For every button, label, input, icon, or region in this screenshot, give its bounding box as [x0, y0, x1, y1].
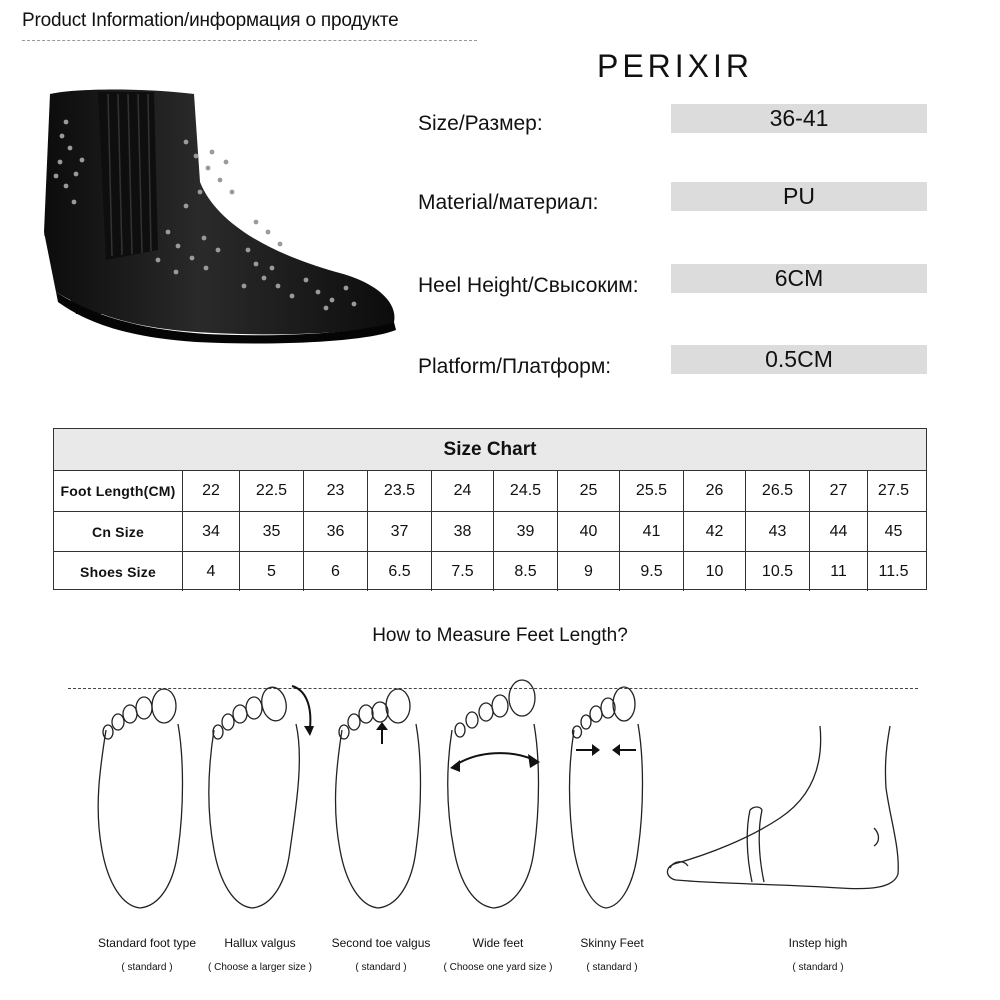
size-chart-cell: 43 [745, 512, 809, 551]
boot-product-image [36, 82, 408, 364]
size-chart-cell: 45 [867, 512, 919, 551]
size-chart-cell: 40 [557, 512, 619, 551]
size-chart-cell: 44 [809, 512, 867, 551]
spec-value-size: 36-41 [671, 104, 927, 133]
size-chart-cell: 25.5 [619, 471, 683, 511]
standard-foot-icon [88, 678, 192, 918]
measure-section-title: How to Measure Feet Length? [372, 625, 628, 646]
size-chart-cell: 26.5 [745, 471, 809, 511]
foot-type-label: Standard foot type [97, 936, 197, 950]
size-chart-cell: 11.5 [867, 552, 919, 591]
size-chart-cell: 24.5 [493, 471, 557, 511]
size-chart-row [54, 471, 926, 511]
size-chart-cell: 5 [239, 552, 303, 591]
size-chart-cell: 38 [431, 512, 493, 551]
size-chart-cell: 27.5 [867, 471, 919, 511]
foot-type-note: ( standard ) [355, 962, 407, 973]
size-chart-row-label: Foot Length(CM) [60, 483, 176, 499]
header-title: Product Information/информация о продукте [22, 10, 399, 31]
brand-name: PERIXIR [596, 48, 754, 84]
size-chart-row-label: Shoes Size [80, 563, 156, 580]
foot-type-label: Hallux valgus [224, 936, 296, 950]
size-chart-cell: 35 [239, 512, 303, 551]
foot-type-note: ( Choose a larger size ) [208, 962, 312, 973]
spec-label-size: Size/Размер: [418, 112, 543, 135]
size-chart-cell: 9.5 [619, 552, 683, 591]
skinny-foot-icon [562, 678, 652, 918]
spec-label-heel-height: Heel Height/Свысоким: [418, 274, 639, 297]
size-chart-cell: 34 [182, 512, 239, 551]
size-chart-cell: 24 [431, 471, 493, 511]
size-chart-row [54, 551, 926, 591]
foot-type-note: ( standard ) [792, 962, 844, 973]
spec-value-heel-height: 6CM [671, 264, 927, 293]
spec-value-material: PU [671, 182, 927, 211]
size-chart-cell: 23 [303, 471, 367, 511]
size-chart-row [54, 511, 926, 551]
size-chart-cell: 41 [619, 512, 683, 551]
size-chart-cell: 6.5 [367, 552, 431, 591]
spec-label-material: Material/материал: [418, 191, 599, 214]
size-chart-cell: 11 [809, 552, 867, 591]
size-chart-cell: 36 [303, 512, 367, 551]
foot-type-note: ( standard ) [586, 962, 638, 973]
size-chart-cell: 26 [683, 471, 745, 511]
foot-type-note: ( standard ) [121, 962, 173, 973]
second-toe-foot-icon [328, 678, 432, 918]
size-chart-cell: 23.5 [367, 471, 431, 511]
foot-type-label: Instep high [788, 936, 848, 950]
foot-type-label: Wide feet [472, 936, 524, 950]
instep-high-foot-icon [660, 678, 910, 918]
size-chart-cell: 27 [809, 471, 867, 511]
size-chart-cell: 42 [683, 512, 745, 551]
size-chart-cell: 9 [557, 552, 619, 591]
size-chart-cell: 8.5 [493, 552, 557, 591]
size-chart-cell: 37 [367, 512, 431, 551]
spec-label-platform: Platform/Платформ: [418, 355, 612, 378]
wide-foot-icon [442, 678, 548, 918]
spec-value-platform: 0.5CM [671, 345, 927, 374]
size-chart-row-label: Cn Size [92, 523, 144, 540]
size-chart-cell: 6 [303, 552, 367, 591]
size-chart-cell: 4 [182, 552, 239, 591]
size-chart-table [53, 428, 927, 590]
foot-type-note: ( Choose one yard size ) [443, 962, 553, 973]
header-divider [22, 40, 477, 41]
size-chart-cell: 22 [182, 471, 239, 511]
size-chart-cell: 10 [683, 552, 745, 591]
foot-type-label: Second toe valgus [331, 936, 431, 950]
hallux-valgus-foot-icon [204, 678, 324, 918]
size-chart-title: Size Chart [54, 429, 926, 471]
size-chart-cell: 10.5 [745, 552, 809, 591]
size-chart-cell: 39 [493, 512, 557, 551]
size-chart-cell: 7.5 [431, 552, 493, 591]
size-chart-cell: 22.5 [239, 471, 303, 511]
size-chart-cell: 25 [557, 471, 619, 511]
foot-type-label: Skinny Feet [580, 936, 644, 950]
